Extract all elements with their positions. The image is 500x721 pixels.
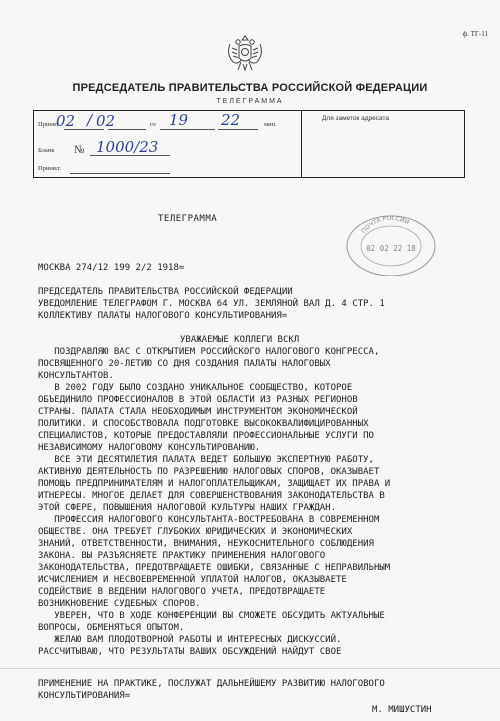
received-minutes-handwritten: 22 — [221, 111, 241, 129]
body-line: ОБЩЕСТВЕ. ОНА ТРЕБУЕТ ГЛУБОКИХ ЮРИДИЧЕСКИХ И ЭКОНОМИЧЕСКИХ — [38, 527, 353, 537]
address-line: КОЛЛЕКТИВУ ПАЛАТЫ НАЛОГОВОГО КОНСУЛЬТИРОВАНИЯ= — [38, 311, 288, 321]
coat-of-arms-emblem-icon — [222, 30, 268, 76]
postal-stamp-icon — [343, 210, 439, 276]
body-line: СОДЕЙСТВИЕ В ВЕДЕНИИ НАЛОГОВОГО УЧЕТА, ПРЕДОТВРАЩАЕТЕ — [38, 587, 326, 597]
document-type-label: ТЕЛЕГРАММА — [216, 98, 284, 105]
body-line: НЕЗАВИСИМОМУ НАЛОГОВОМУ КОНСУЛЬТИРОВАНИЮ. — [38, 443, 261, 453]
body-line: СПЕЦИАЛИСТОВ, КОТОРЫЕ ПРЕДОСТАВЛЯЛИ ПРОФЕССИОНАЛЬНЫЕ УСЛУГИ ПО — [38, 431, 374, 441]
body-line: ПОМОЩЬ ПРЕДПРИНИМАТЕЛЯМ И НАЛОГОПЛАТЕЛЬЩИКАМ, ЗАЩИЩАЕТ ИХ ПРАВА И — [38, 479, 391, 489]
continuation-line: КОНСУЛЬТИРОВАНИЯ= — [38, 691, 131, 701]
minutes-label: мин. — [264, 121, 277, 128]
body-line: ПРОФЕССИЯ НАЛОГОВОГО КОНСУЛЬТАНТА-ВОСТРЕБОВАНА В СОВРЕМЕННОМ — [38, 515, 380, 525]
body-line: ЖЕЛАЮ ВАМ ПЛОДОТВОРНОЙ РАБОТЫ И ИНТЕРЕСНЫХ ДИСКУССИЙ. — [38, 635, 342, 645]
body-line: ЗАКОНА. ВЫ РАЗЪЯСНЯЕТЕ ПРАКТИКУ ПРИМЕНЕНИЯ НАЛОГОВОГО — [38, 551, 326, 561]
sheet-divider — [0, 668, 500, 669]
received-month-handwritten: 02 — [96, 112, 116, 130]
body-line: ИСЧИСЛЕНИЕМ И НЕСВОЕВРЕМЕННОЙ УПЛАТОЙ НАЛОГОВ, ОКАЗЫВАЕТЕ — [38, 575, 347, 585]
body-line: ЭТОЙ СФЕРЕ, ПОВЫШЕНИЯ НАЛОГОВОЙ КУЛЬТУРЫ НАШИХ ГРАЖДАН. — [38, 503, 337, 513]
message-body — [38, 346, 390, 658]
continuation-line: ПРИМЕНЕНИЕ НА ПРАКТИКЕ, ПОСЛУЖАТ ДАЛЬНЕЙШЕМУ РАЗВИТИЮ НАЛОГОВОГО — [38, 679, 385, 689]
body-line: ПОЗДРАВЛЯЮ ВАС С ОТКРЫТИЕМ РОССИЙСКОГО НАЛОГОВОГО КОНГРЕССА, — [38, 347, 380, 357]
body-line: СТРАНЫ. ПАЛАТА СТАЛА НЕОБХОДИМЫМ ИНСТРУМЕНТОМ ЭКОНОМИЧЕСКОЙ — [38, 407, 358, 417]
body-line: АКТИВНУЮ ДЕЯТЕЛЬНОСТЬ ПО РАЗРЕШЕНИЮ НАЛОГОВЫХ СПОРОВ, ОКАЗЫВАЕТ — [38, 467, 380, 477]
address-line: ПРЕДСЕДАТЕЛЬ ПРАВИТЕЛЬСТВА РОССИЙСКОЙ ФЕДЕРАЦИИ — [38, 287, 293, 297]
body-line: КОНСУЛЬТАНТОВ. — [38, 371, 114, 381]
stamp-date: 02 02 22 18 — [366, 244, 416, 253]
body-line: УВЕРЕН, ЧТО В ХОДЕ КОНФЕРЕНЦИИ ВЫ СМОЖЕТЕ ОБСУДИТЬ АКТУАЛЬНЫЕ — [38, 611, 385, 621]
blank-row — [38, 144, 85, 156]
address-line: УВЕДОМЛЕНИЕ ТЕЛЕГРАФОМ Г. МОСКВА 64 УЛ. ЗЕМЛЯНОЙ ВАЛ Д. 4 СТР. 1 — [38, 299, 385, 309]
body-line: ЗАКОНОДАТЕЛЬСТВА, ПРЕДОТВРАЩАЕТЕ ОШИБКИ, СВЯЗАННЫЕ С НЕПРАВИЛЬНЫМ — [38, 563, 391, 573]
body-line: ВОПРОСЫ, ОБМЕНЯТЬСЯ ОПЫТОМ. — [38, 623, 185, 633]
number-label: № — [74, 144, 85, 156]
received-hour-handwritten: 19 — [169, 111, 189, 129]
body-line: ПОЛИТИКИ. И СПОСОБСТВОВАЛА ПОДГОТОВКЕ ВЫСОКОКВАЛИФИЦИРОВАННЫХ — [38, 419, 369, 429]
body-line: ВОЗНИКНОВЕНИЕ СУДЕБНЫХ СПОРОВ. — [38, 599, 201, 609]
government-title: ПРЕДСЕДАТЕЛЬ ПРАВИТЕЛЬСТВА РОССИЙСКОЙ ФЕДЕРАЦИИ — [72, 82, 428, 94]
accepted-by-label: Принял: — [38, 165, 61, 172]
blank-number-handwritten: 1000/23 — [96, 138, 159, 156]
continuation-block — [38, 678, 385, 702]
accepted-by-row — [38, 165, 61, 172]
body-line: РАССЧИТЫВАЮ, ЧТО РЕЗУЛЬТАТЫ ВАШИХ ОБСУЖДЕНИЙ НАЙДУТ СВОЕ — [38, 647, 342, 657]
body-line: ПОСВЯЩЕННОГО 20-ЛЕТИЮ СО ДНЯ СОЗДАНИЯ ПАЛАТЫ НАЛОГОВЫХ — [38, 359, 331, 369]
received-label: Принят — [38, 121, 59, 128]
telegram-title: ТЕЛЕГРАММА — [158, 214, 218, 224]
notes-label: Для заметок адресата — [322, 115, 390, 122]
address-block — [38, 286, 385, 322]
body-line: ИТНЕРЕСЫ. МНОГОЕ ДЕЛАЕТ ДЛЯ СОВЕРШЕНСТВОВАНИЯ ЗАКОНОДАТЕЛЬСТВА В — [38, 491, 385, 501]
salutation: УВАЖАЕМЫЕ КОЛЛЕГИ ВСКЛ — [180, 335, 300, 345]
form-divider — [301, 111, 302, 177]
svg-text:ПОЧТА РОССИИ — [360, 215, 410, 235]
stamp-top-text: ПОЧТА РОССИИ — [360, 214, 411, 235]
body-line: ЗНАНИЙ, ОТВЕТСТВЕННОСТИ, ВНИМАНИЯ, НЕУКОСНИТЕЛЬНОГО СОБЛЮДЕНИЯ — [38, 539, 374, 549]
reception-form — [33, 110, 465, 178]
year-suffix-label: го — [150, 121, 156, 128]
routing-line: МОСКВА 274/12 199 2/2 1918= — [38, 263, 185, 273]
received-slash-handwritten: / — [87, 111, 93, 129]
signature: М. МИШУСТИН — [372, 705, 432, 715]
body-line: ОБЪЕДИНИЛО ПРОФЕССИОНАЛОВ В ЭТОЙ ОБЛАСТИ ИЗ РАЗНЫХ РЕГИОНОВ — [38, 395, 358, 405]
blank-label: Бланк — [38, 147, 55, 154]
received-day-handwritten: 02 — [56, 112, 76, 130]
form-code: ф. ТГ-11 — [462, 30, 488, 38]
body-line: ВСЕ ЭТИ ДЕСЯТИЛЕТИЯ ПАЛАТА ВЕДЕТ БОЛЬШУЮ ЭКСПЕРТНУЮ РАБОТУ, — [38, 455, 374, 465]
body-line: В 2002 ГОДУ БЫЛО СОЗДАНО УНИКАЛЬНОЕ СООБЩЕСТВО, КОТОРОЕ — [38, 383, 353, 393]
